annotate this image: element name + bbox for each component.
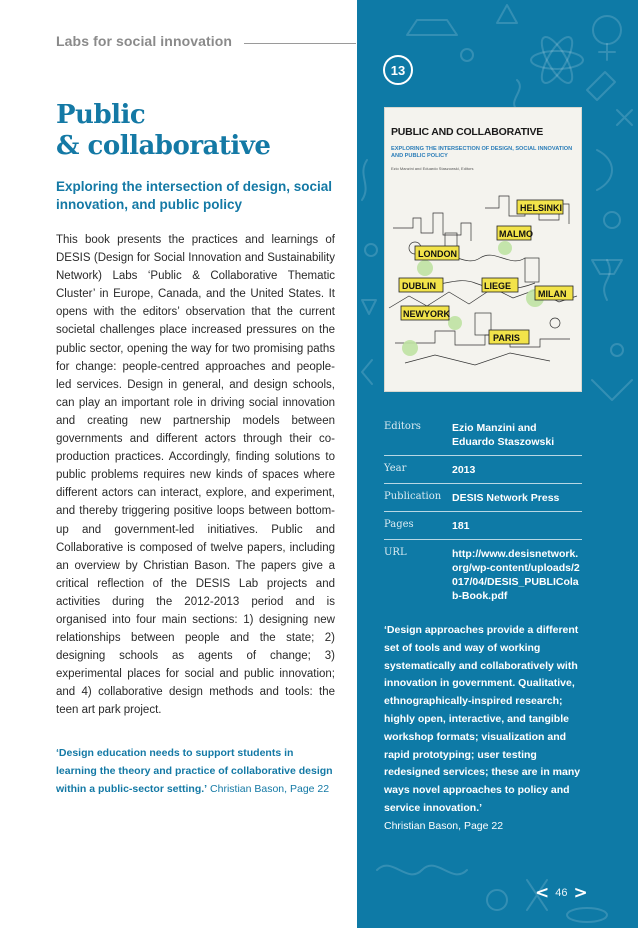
title-line-1: Public	[56, 100, 146, 130]
body-paragraph: This book presents the practices and learnings of DESIS (Design for Social Innovation and Sustainability Network) Labs ‘Public & Collaborative Thematic Cluster’ in Europe, Canada, and the United States. It opens with the editors’ observation that the current societal challenges place increased pressures on the public sector, opening the way for two promising paths for change: people-centred approaches and people-led services. Design in general, and design schools, can play an important role in driving social innovation and creating new partnership models between governments and different actors through their co-production practices. Accordingly, finding solutions to public problems requires new kinds of spaces where different actors can interact, explore, and experiment, and thereby triggering positive loops between bottom-up and government-led initiatives. Public and Collaborative is composed of twelve papers, including an overview by Christian Bason. The papers give a critical reflection of the DESIS Lab projects and activities during the 2012-2013 period and is organised into four main sections: 1) designing new relationships between people and the state; 2) designing schools as agents of change; 3) experimental places for social and public innovation; and 4) collaborative design methods and tools: the teen art park project.	[56, 234, 335, 717]
pull-quote-left	[56, 744, 335, 798]
info-row-editors	[384, 414, 582, 456]
next-page-arrow-icon[interactable]: >	[573, 883, 588, 903]
pull-quote-left-text: ‘Design education needs to support students in learning the theory and practice of collaborative design within a public-sector setting.’	[56, 747, 333, 795]
info-key: URL	[384, 547, 407, 558]
pull-quote-right-attribution: Christian Bason, Page 22	[384, 819, 504, 832]
page-title	[56, 100, 346, 162]
previous-page-arrow-icon[interactable]: <	[535, 883, 550, 903]
cover-city-label: MILAN	[538, 289, 567, 299]
cover-city-label: PARIS	[493, 333, 520, 343]
info-key: Year	[384, 463, 407, 474]
cover-subtitle: EXPLORING THE INTERSECTION OF DESIGN, SOCIAL INNOVATION AND PUBLIC POLICY	[391, 146, 573, 159]
info-value: 2013	[452, 464, 476, 476]
pull-quote-right	[384, 622, 594, 836]
info-key: Pages	[384, 519, 414, 530]
cover-city-label: MALMO	[499, 229, 533, 239]
subtitle: Exploring the intersection of design, social innovation, and public policy	[56, 179, 333, 212]
cover-city-label: HELSINKI	[520, 203, 563, 213]
cover-illustration	[385, 108, 582, 392]
info-key: Editors	[384, 421, 421, 432]
cover-editors: Ezio Manzini and Eduardo Staszowski, Editors	[391, 166, 474, 171]
page-navigation	[535, 883, 588, 903]
info-row-year	[384, 456, 582, 484]
cover-city-label: DUBLIN	[402, 281, 436, 291]
header-divider	[244, 43, 356, 44]
chapter-number-badge: 13	[383, 55, 413, 85]
info-row-pages	[384, 512, 582, 540]
section-label: Labs for social innovation	[56, 33, 233, 49]
info-row-url	[384, 540, 582, 609]
cover-city-label: NEWYORK	[403, 309, 450, 319]
pull-quote-left-attribution: Christian Bason, Page 22	[210, 783, 330, 795]
info-value: Ezio Manzini and Eduardo Staszowski	[452, 422, 555, 448]
book-cover-image	[384, 107, 582, 392]
book-info-table	[384, 414, 582, 609]
info-key: Publication	[384, 491, 442, 502]
cover-city-label: LONDON	[418, 249, 457, 259]
info-row-publication	[384, 484, 582, 512]
title-line-2: & collaborative	[56, 131, 271, 161]
page-number: 46	[555, 887, 568, 899]
info-value: 181	[452, 520, 470, 532]
pull-quote-right-text: ‘Design approaches provide a different set of tools and way of working systematically and collaboratively with innovation in government. Qualitative, ethnographically-inspired research; highly open, interactive, and tangible workshop formats; visualization and rapid prototyping; user testing redesigned services; these are in many ways novel approaches to policy and service innovation.’	[384, 624, 581, 814]
info-url-link[interactable]: http://www.desisnetwork.org/wp-content/uploads/2017/04/DESIS_PUBLIColab-Book.pdf	[452, 548, 580, 602]
cover-city-label: LIEGE	[484, 281, 512, 291]
cover-title: PUBLIC AND COLLABORATIVE	[391, 126, 544, 138]
info-value: DESIS Network Press	[452, 492, 560, 504]
